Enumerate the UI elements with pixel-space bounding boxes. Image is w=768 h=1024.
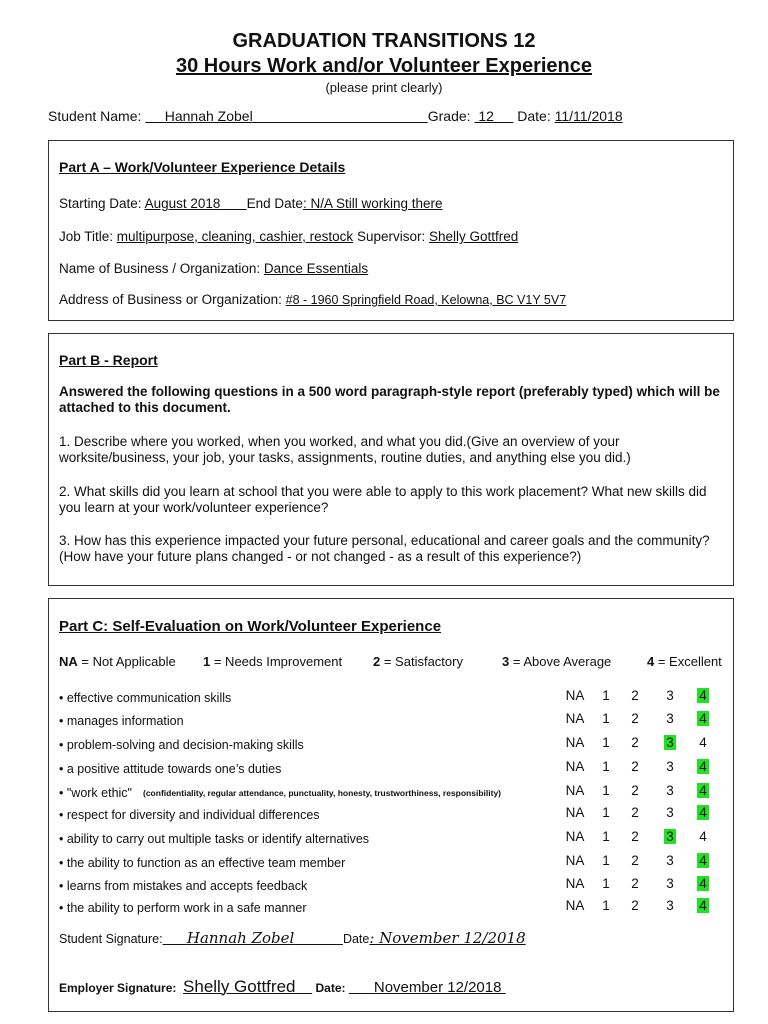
job-title-label: Job Title: (59, 229, 114, 244)
end-date-label: End Date (246, 196, 303, 211)
part-a-heading: Part A – Work/Volunteer Experience Details (59, 159, 346, 175)
document-subtitle: 30 Hours Work and/or Volunteer Experience (175, 55, 593, 77)
legend-text: = Needs Improvement (210, 654, 343, 669)
rating-option-1[interactable]: 1 (602, 735, 610, 750)
rating-row (49, 735, 735, 757)
rating-option-4[interactable]: 4 (697, 805, 709, 820)
rating-option-4[interactable]: 4 (697, 688, 709, 703)
criterion-note: (confidentiality, regular attendance, punctuality, honesty, trustworthiness, responsibility) (143, 788, 501, 798)
business-name-field[interactable]: Dance Essentials (263, 261, 369, 276)
legend-item (647, 654, 722, 669)
rating-option-4[interactable]: 4 (697, 783, 709, 798)
rating-option-3[interactable]: 3 (666, 783, 674, 798)
date-field[interactable]: 11/11/2018 (554, 108, 623, 124)
dates-row (59, 196, 443, 211)
rating-row (49, 829, 735, 851)
rating-option-3[interactable]: 3 (666, 876, 674, 891)
legend-key: 1 (203, 654, 211, 669)
end-date-field[interactable]: : N/A Still working there (302, 196, 443, 211)
rating-row (49, 711, 735, 733)
rating-option-na[interactable]: NA (565, 759, 585, 774)
rating-option-na[interactable]: NA (565, 805, 585, 820)
legend-item (59, 654, 176, 669)
part-c-box (48, 598, 734, 1012)
rating-option-4[interactable]: 4 (697, 853, 709, 868)
part-b-heading: Part B - Report (59, 352, 158, 368)
print-note: (please print clearly) (325, 80, 443, 95)
start-date-field[interactable] (145, 196, 247, 211)
legend-text: = Excellent (654, 654, 722, 669)
rating-option-4[interactable]: 4 (697, 876, 709, 891)
employer-date: November 12/2018 (373, 979, 502, 996)
rating-option-1[interactable]: 1 (602, 853, 610, 868)
legend-text: = Satisfactory (380, 654, 463, 669)
employer-signature-field[interactable] (183, 977, 312, 996)
rating-option-1[interactable]: 1 (602, 829, 610, 844)
student-signature: Hannah Zobel (186, 929, 295, 947)
legend-key: 3 (502, 654, 510, 669)
student-name-field[interactable] (145, 108, 427, 124)
rating-option-2[interactable]: 2 (631, 783, 639, 798)
criterion-label: • the ability to perform work in a safe manner (59, 901, 307, 915)
rating-option-4[interactable]: 4 (699, 735, 707, 750)
rating-option-4[interactable]: 4 (697, 711, 709, 726)
supervisor-field[interactable]: Shelly Gottfred (428, 229, 519, 244)
grade-field[interactable] (474, 108, 513, 124)
rating-option-na[interactable]: NA (565, 735, 585, 750)
supervisor-label: Supervisor: (356, 229, 426, 244)
question-3: 3. How has this experience impacted your future personal, educational and career goals and the community? (How have your future plans changed - or not changed - as a result of this experience?) (59, 533, 710, 564)
rating-option-3[interactable]: 3 (666, 853, 674, 868)
employer-signature: Shelly Gottfred (183, 977, 296, 996)
job-row (59, 229, 518, 244)
rating-option-1[interactable]: 1 (602, 783, 610, 798)
grade-value: 12 (478, 108, 494, 124)
employer-signature-row (59, 977, 506, 997)
student-info-line (48, 108, 623, 124)
criterion-label: • respect for diversity and individual differences (59, 808, 320, 822)
student-name-label: Student Name: (48, 108, 142, 124)
rating-option-2[interactable]: 2 (631, 735, 639, 750)
part-b-box (48, 333, 734, 586)
criterion-label: • effective communication skills (59, 691, 232, 705)
rating-row (49, 759, 735, 781)
rating-option-2[interactable]: 2 (631, 805, 639, 820)
legend-key: 4 (647, 654, 655, 669)
rating-option-2[interactable]: 2 (631, 853, 639, 868)
rating-option-3[interactable]: 3 (666, 805, 674, 820)
rating-option-na[interactable]: NA (565, 876, 585, 891)
rating-option-na[interactable]: NA (565, 853, 585, 868)
legend-item (373, 654, 463, 669)
student-signature-field[interactable] (163, 929, 343, 947)
employer-date-label: Date: (315, 981, 346, 995)
rating-row (49, 898, 735, 920)
rating-option-na[interactable]: NA (565, 688, 585, 703)
rating-option-2[interactable]: 2 (631, 829, 639, 844)
address-field[interactable]: #8 - 1960 Springfield Road, Kelowna, BC V1Y 5V7 (285, 293, 567, 307)
rating-row (49, 783, 735, 805)
grade-label: Grade: (427, 108, 471, 124)
criterion-label: • "work ethic" (59, 786, 132, 800)
rating-option-na[interactable]: NA (565, 711, 585, 726)
legend-item (502, 654, 611, 669)
legend-text: = Above Average (509, 654, 612, 669)
rating-option-4[interactable]: 4 (699, 829, 707, 844)
document-title: GRADUATION TRANSITIONS 12 (232, 30, 536, 52)
business-row (59, 261, 368, 276)
business-name-label: Name of Business / Organization: (59, 261, 261, 276)
criterion-label: • manages information (59, 714, 184, 728)
rating-row (49, 688, 735, 710)
criterion-label: • a positive attitude towards one’s duties (59, 762, 282, 776)
rating-option-2[interactable]: 2 (631, 711, 639, 726)
rating-option-1[interactable]: 1 (602, 898, 610, 913)
question-2: 2. What skills did you learn at school that you were able to apply to this work placement? What new skills did you learn at your work/volunteer experience? (59, 484, 707, 515)
rating-option-2[interactable]: 2 (631, 898, 639, 913)
student-signature-row (59, 929, 526, 947)
criterion-label: • learns from mistakes and accepts feedback (59, 879, 308, 893)
rating-option-1[interactable]: 1 (602, 711, 610, 726)
start-date-value: August 2018 (144, 196, 221, 211)
rating-option-4[interactable]: 4 (697, 759, 709, 774)
rating-option-2[interactable]: 2 (631, 688, 639, 703)
rating-option-2[interactable]: 2 (631, 876, 639, 891)
legend-text: = Not Applicable (77, 654, 176, 669)
student-signature-label: Student Signature: (59, 932, 163, 946)
rating-option-na[interactable]: NA (565, 898, 585, 913)
legend-item (203, 654, 342, 669)
rating-option-1[interactable]: 1 (602, 805, 610, 820)
criterion-label: • the ability to function as an effective team member (59, 856, 346, 870)
rating-row (49, 853, 735, 875)
date-label: Date: (517, 108, 551, 124)
legend-key: 2 (373, 654, 381, 669)
address-row (59, 292, 566, 307)
job-title-field[interactable]: multipurpose, cleaning, cashier, restock (116, 229, 354, 244)
rating-row (49, 805, 735, 827)
rating-option-1[interactable]: 1 (602, 876, 610, 891)
employer-signature-label: Employer Signature: (59, 981, 177, 995)
start-date-label: Starting Date: (59, 196, 142, 211)
rating-row (49, 876, 735, 898)
rating-option-3[interactable]: 3 (664, 829, 676, 844)
employer-date-field[interactable] (349, 979, 506, 996)
rating-option-3[interactable]: 3 (666, 688, 674, 703)
rating-option-3[interactable]: 3 (664, 735, 676, 750)
question-1: 1. Describe where you worked, when you worked, and what you did.(Give an overview of your worksite/business, your job, your tasks, assignments, routine duties, and anything else you did.) (59, 434, 631, 465)
rating-option-1[interactable]: 1 (602, 688, 610, 703)
rating-option-3[interactable]: 3 (666, 711, 674, 726)
rating-option-3[interactable]: 3 (666, 898, 674, 913)
part-a-box (48, 140, 734, 321)
student-date-label: Date (342, 932, 370, 946)
student-name-value: Hannah Zobel (164, 108, 253, 124)
rating-option-3[interactable]: 3 (666, 759, 674, 774)
address-label: Address of Business or Organization: (59, 292, 282, 307)
rating-option-4[interactable]: 4 (697, 898, 709, 913)
criterion-label: • problem-solving and decision-making skills (59, 738, 304, 752)
student-date-field[interactable]: : November 12/2018 (369, 929, 526, 947)
rating-option-na[interactable]: NA (565, 783, 585, 798)
rating-option-1[interactable]: 1 (602, 759, 610, 774)
part-c-heading: Part C: Self-Evaluation on Work/Volunteer Experience (59, 618, 442, 635)
rating-option-na[interactable]: NA (565, 829, 585, 844)
criterion-label: • ability to carry out multiple tasks or identify alternatives (59, 832, 370, 846)
report-instruction: Answered the following questions in a 500 word paragraph-style report (preferably typed) which will be attached to this document. (59, 384, 720, 415)
rating-option-2[interactable]: 2 (631, 759, 639, 774)
legend-key: NA (59, 654, 78, 669)
